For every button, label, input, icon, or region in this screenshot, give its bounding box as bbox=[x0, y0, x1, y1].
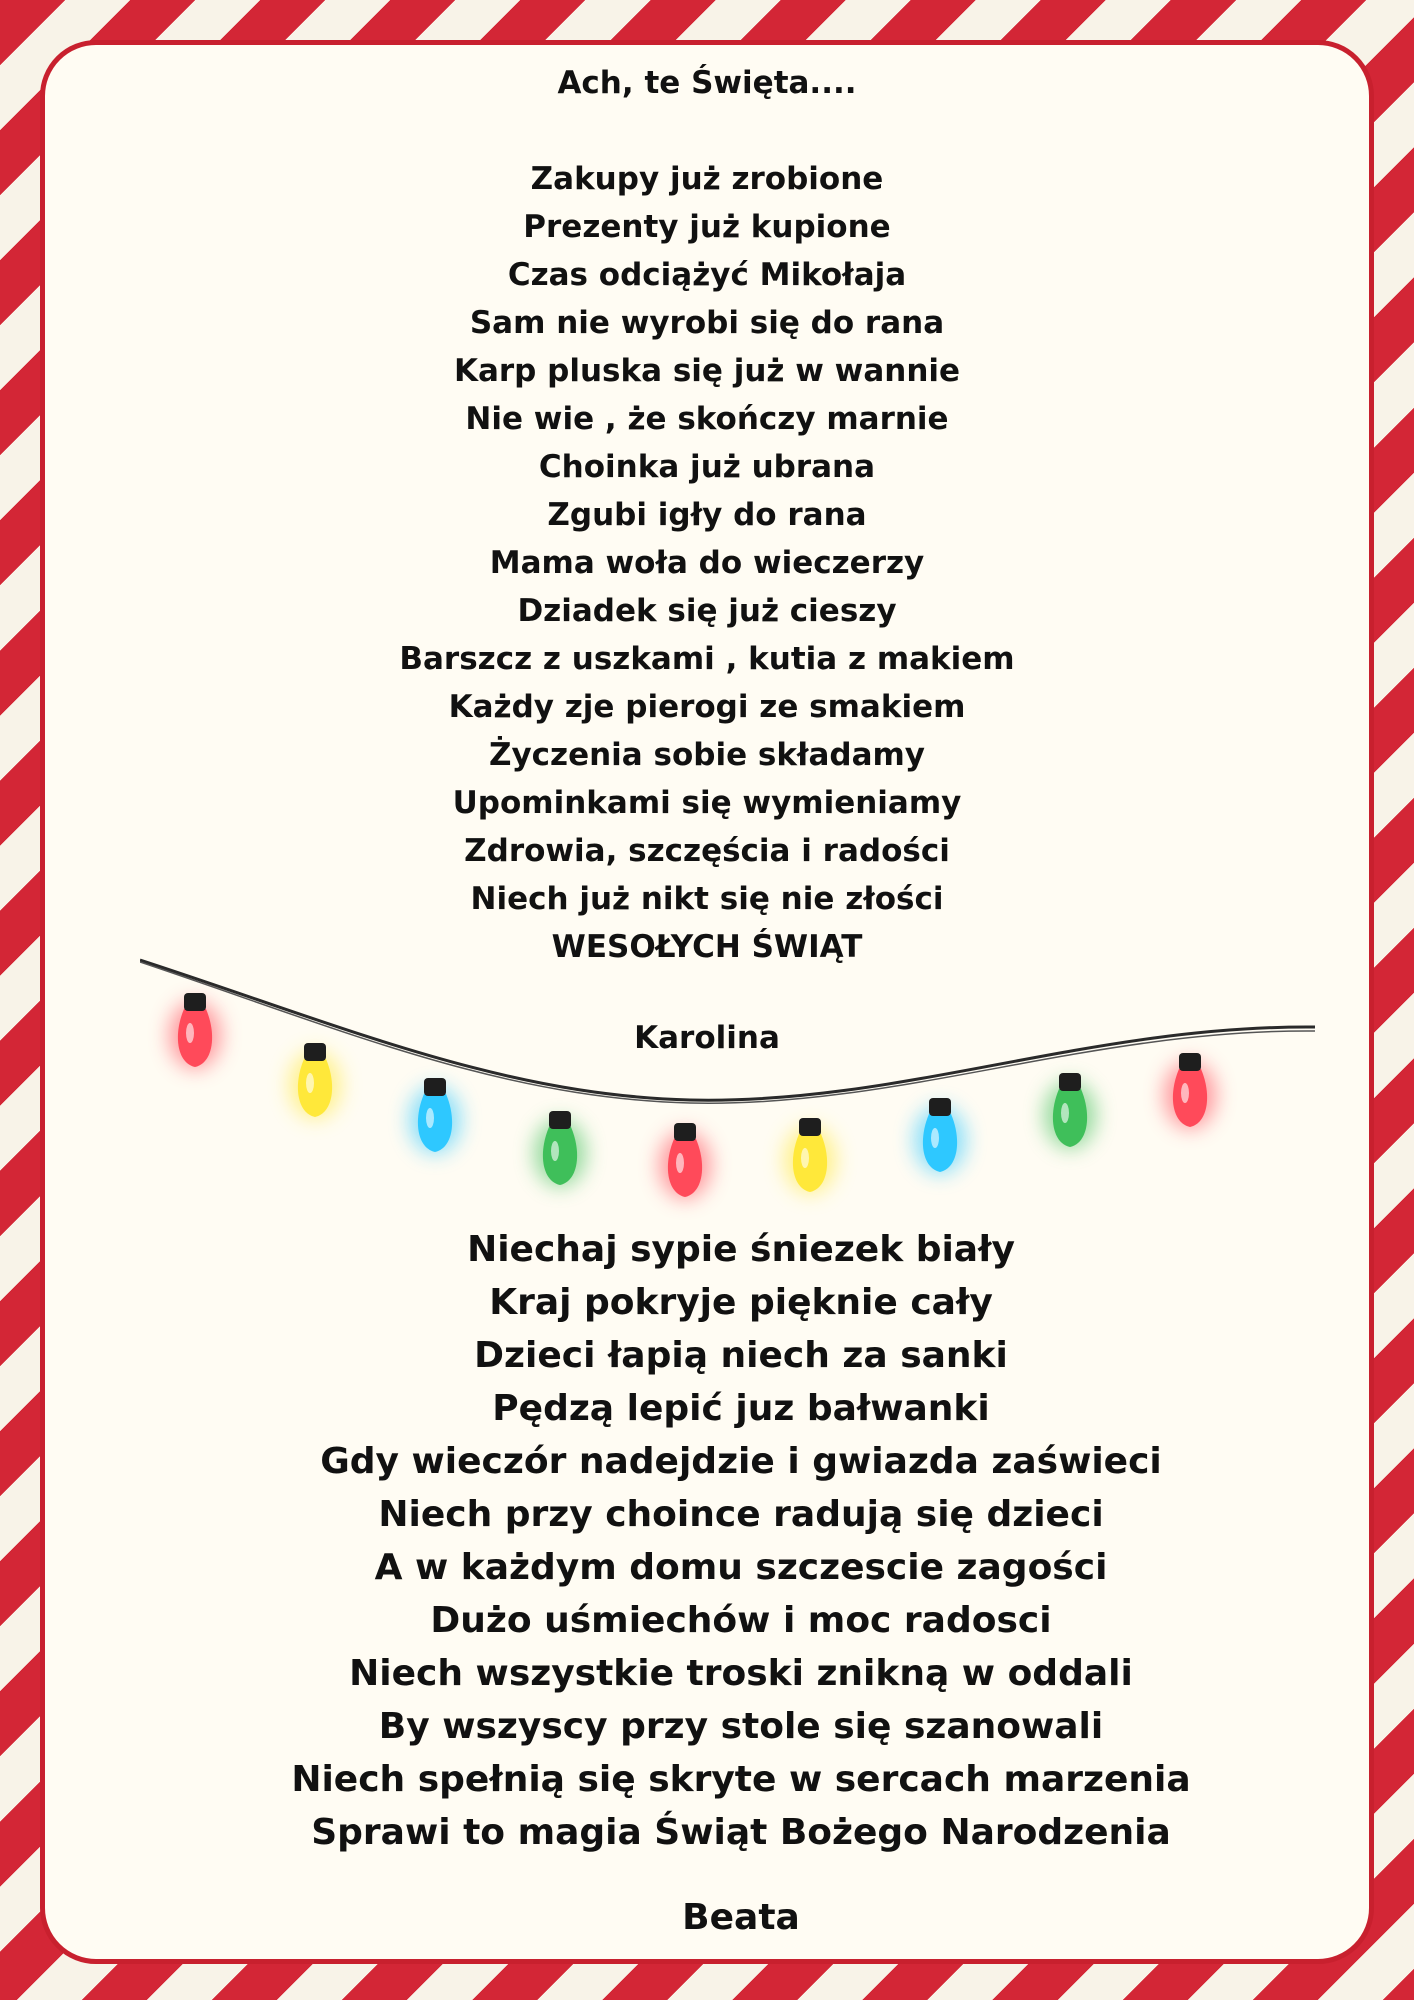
poem-line: Dużo uśmiechów i moc radosci bbox=[430, 1600, 1052, 1641]
poem2-lines bbox=[45, 1223, 1369, 1859]
poem-line: Zakupy już zrobione bbox=[530, 161, 884, 197]
poem2-author: Beata bbox=[682, 1897, 800, 1938]
light-bulb-icon bbox=[409, 1078, 461, 1154]
poem-line: Zdrowia, szczęścia i radości bbox=[464, 833, 950, 869]
poem-line: Upominkami się wymieniamy bbox=[452, 785, 962, 821]
poem-line: Dzieci łapią niech za sanki bbox=[474, 1335, 1008, 1376]
poem-line: Niech spełnią się skryte w sercach marzenia bbox=[291, 1759, 1191, 1800]
poem-line: Choinka już ubrana bbox=[538, 449, 876, 485]
poem-card bbox=[40, 40, 1374, 1964]
poem-line: A w każdym domu szczescie zagości bbox=[374, 1547, 1108, 1588]
poem-line: Niechaj sypie śniezek biały bbox=[467, 1229, 1015, 1270]
christmas-lights-garland bbox=[140, 905, 1320, 1225]
poem-line: Niech wszystkie troski znikną w oddali bbox=[349, 1653, 1133, 1694]
light-bulb-icon bbox=[914, 1098, 966, 1174]
poem-line: Niech już nikt się nie złości bbox=[470, 881, 944, 917]
poem-line: WESOŁYCH ŚWIĄT bbox=[551, 929, 863, 965]
poem-line: Nie wie , że skończy marnie bbox=[465, 401, 949, 437]
light-bulb-icon bbox=[659, 1123, 711, 1199]
poem-line: Prezenty już kupione bbox=[523, 209, 891, 245]
light-bulb-icon bbox=[1164, 1053, 1216, 1129]
poem-line: Kraj pokryje pięknie cały bbox=[489, 1282, 993, 1323]
poem-line: By wszyscy przy stole się szanowali bbox=[378, 1706, 1104, 1747]
poem1-author: Karolina bbox=[634, 1020, 780, 1056]
poem-line: Sam nie wyrobi się do rana bbox=[469, 305, 945, 341]
poem-line: Każdy zje pierogi ze smakiem bbox=[448, 689, 966, 725]
poem-line: Czas odciążyć Mikołaja bbox=[507, 257, 907, 293]
light-bulb-icon bbox=[784, 1118, 836, 1194]
light-bulb-icon bbox=[534, 1111, 586, 1187]
poem1-title: Ach, te Święta.... bbox=[557, 65, 857, 101]
poem-line: Barszcz z uszkami , kutia z makiem bbox=[399, 641, 1015, 677]
poem-line: Gdy wieczór nadejdzie i gwiazda zaświeci bbox=[320, 1441, 1162, 1482]
poem-line: Dziadek się już cieszy bbox=[517, 593, 897, 629]
poem-line: Pędzą lepić juz bałwanki bbox=[492, 1388, 990, 1429]
poem-line: Niech przy choince radują się dzieci bbox=[378, 1494, 1104, 1535]
poem-line: Zgubi igły do rana bbox=[547, 497, 867, 533]
light-bulb-icon bbox=[1044, 1073, 1096, 1149]
poem-line: Życzenia sobie składamy bbox=[488, 737, 926, 773]
poem-line: Mama woła do wieczerzy bbox=[489, 545, 925, 581]
poem-line: Karp pluska się już w wannie bbox=[453, 353, 961, 389]
poem1-lines bbox=[45, 155, 1369, 971]
poem-line: Sprawi to magia Świąt Bożego Narodzenia bbox=[311, 1812, 1171, 1853]
